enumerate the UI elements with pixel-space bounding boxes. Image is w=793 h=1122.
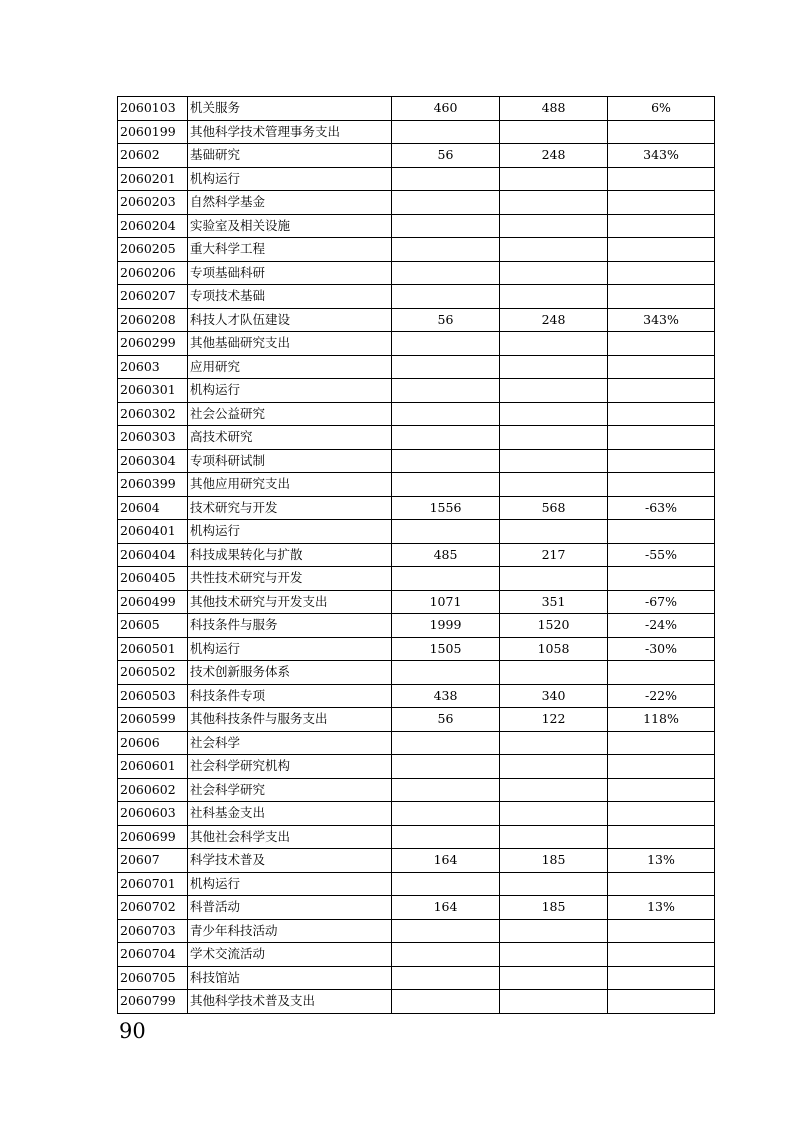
value-2-cell — [500, 402, 608, 426]
value-1-cell: 1999 — [392, 614, 500, 638]
item-name-cell: 基础研究 — [188, 144, 392, 168]
item-code-cell: 2060399 — [118, 473, 188, 497]
item-code-cell: 2060502 — [118, 661, 188, 685]
change-percent-cell — [608, 332, 715, 356]
item-name-cell: 科技条件与服务 — [188, 614, 392, 638]
change-percent-cell — [608, 755, 715, 779]
change-percent-cell: 118% — [608, 708, 715, 732]
item-code-cell: 2060503 — [118, 684, 188, 708]
table-row — [118, 966, 715, 990]
table-row — [118, 144, 715, 168]
table-row — [118, 261, 715, 285]
item-code-cell: 2060599 — [118, 708, 188, 732]
value-2-cell — [500, 238, 608, 262]
item-name-cell: 高技术研究 — [188, 426, 392, 450]
change-percent-cell — [608, 355, 715, 379]
value-2-cell: 248 — [500, 308, 608, 332]
change-percent-cell — [608, 872, 715, 896]
value-2-cell — [500, 379, 608, 403]
table-row — [118, 426, 715, 450]
value-2-cell: 122 — [500, 708, 608, 732]
value-1-cell: 56 — [392, 708, 500, 732]
change-percent-cell — [608, 238, 715, 262]
value-1-cell: 485 — [392, 543, 500, 567]
change-percent-cell: 6% — [608, 97, 715, 121]
table-row — [118, 849, 715, 873]
value-1-cell — [392, 778, 500, 802]
change-percent-cell — [608, 731, 715, 755]
item-name-cell: 社科基金支出 — [188, 802, 392, 826]
value-1-cell — [392, 755, 500, 779]
value-1-cell — [392, 872, 500, 896]
item-name-cell: 其他应用研究支出 — [188, 473, 392, 497]
item-name-cell: 社会科学 — [188, 731, 392, 755]
table-row — [118, 379, 715, 403]
item-code-cell: 2060207 — [118, 285, 188, 309]
value-1-cell — [392, 473, 500, 497]
item-code-cell: 2060204 — [118, 214, 188, 238]
item-name-cell: 其他科学技术管理事务支出 — [188, 120, 392, 144]
item-code-cell: 20602 — [118, 144, 188, 168]
value-1-cell — [392, 402, 500, 426]
item-code-cell: 20607 — [118, 849, 188, 873]
value-2-cell — [500, 167, 608, 191]
value-1-cell — [392, 379, 500, 403]
table-row — [118, 943, 715, 967]
value-2-cell — [500, 191, 608, 215]
value-1-cell — [392, 802, 500, 826]
value-2-cell — [500, 825, 608, 849]
change-percent-cell: 343% — [608, 144, 715, 168]
value-1-cell — [392, 731, 500, 755]
item-code-cell: 2060799 — [118, 990, 188, 1014]
change-percent-cell — [608, 379, 715, 403]
table-row — [118, 285, 715, 309]
value-1-cell — [392, 966, 500, 990]
table-row — [118, 778, 715, 802]
item-code-cell: 2060699 — [118, 825, 188, 849]
table-row — [118, 97, 715, 121]
item-code-cell: 2060304 — [118, 449, 188, 473]
value-2-cell: 1058 — [500, 637, 608, 661]
table-row — [118, 825, 715, 849]
item-code-cell: 2060704 — [118, 943, 188, 967]
change-percent-cell — [608, 825, 715, 849]
item-code-cell: 2060199 — [118, 120, 188, 144]
item-name-cell: 机构运行 — [188, 379, 392, 403]
value-1-cell: 1071 — [392, 590, 500, 614]
value-2-cell: 1520 — [500, 614, 608, 638]
item-code-cell: 2060302 — [118, 402, 188, 426]
value-2-cell — [500, 449, 608, 473]
value-1-cell — [392, 943, 500, 967]
item-name-cell: 技术研究与开发 — [188, 496, 392, 520]
table-row — [118, 684, 715, 708]
item-code-cell: 2060705 — [118, 966, 188, 990]
item-name-cell: 科普活动 — [188, 896, 392, 920]
change-percent-cell: -24% — [608, 614, 715, 638]
item-name-cell: 其他科技条件与服务支出 — [188, 708, 392, 732]
item-code-cell: 2060703 — [118, 919, 188, 943]
item-name-cell: 社会科学研究 — [188, 778, 392, 802]
value-1-cell: 1556 — [392, 496, 500, 520]
table-row — [118, 802, 715, 826]
item-name-cell: 学术交流活动 — [188, 943, 392, 967]
value-2-cell — [500, 355, 608, 379]
item-name-cell: 专项技术基础 — [188, 285, 392, 309]
change-percent-cell — [608, 919, 715, 943]
table-row — [118, 614, 715, 638]
change-percent-cell — [608, 778, 715, 802]
value-1-cell — [392, 426, 500, 450]
value-2-cell: 351 — [500, 590, 608, 614]
change-percent-cell: 13% — [608, 896, 715, 920]
change-percent-cell: -30% — [608, 637, 715, 661]
value-1-cell — [392, 238, 500, 262]
value-1-cell: 438 — [392, 684, 500, 708]
table-row — [118, 191, 715, 215]
value-1-cell — [392, 919, 500, 943]
table-row — [118, 637, 715, 661]
value-2-cell — [500, 966, 608, 990]
value-2-cell — [500, 520, 608, 544]
page-number: 90 — [119, 1019, 146, 1043]
item-code-cell: 2060702 — [118, 896, 188, 920]
item-code-cell: 2060303 — [118, 426, 188, 450]
table-row — [118, 731, 715, 755]
item-code-cell: 20604 — [118, 496, 188, 520]
item-name-cell: 共性技术研究与开发 — [188, 567, 392, 591]
item-name-cell: 社会公益研究 — [188, 402, 392, 426]
table-row — [118, 990, 715, 1014]
change-percent-cell — [608, 449, 715, 473]
item-code-cell: 2060501 — [118, 637, 188, 661]
change-percent-cell — [608, 120, 715, 144]
item-code-cell: 2060203 — [118, 191, 188, 215]
value-2-cell — [500, 332, 608, 356]
value-1-cell — [392, 285, 500, 309]
value-2-cell: 185 — [500, 849, 608, 873]
value-1-cell: 164 — [392, 896, 500, 920]
item-code-cell: 2060206 — [118, 261, 188, 285]
item-code-cell: 2060601 — [118, 755, 188, 779]
item-code-cell: 2060404 — [118, 543, 188, 567]
value-1-cell — [392, 567, 500, 591]
table-row — [118, 214, 715, 238]
value-2-cell — [500, 943, 608, 967]
value-2-cell — [500, 285, 608, 309]
value-2-cell: 248 — [500, 144, 608, 168]
value-1-cell: 56 — [392, 144, 500, 168]
item-name-cell: 机构运行 — [188, 872, 392, 896]
value-2-cell: 217 — [500, 543, 608, 567]
change-percent-cell — [608, 261, 715, 285]
value-1-cell — [392, 261, 500, 285]
item-name-cell: 专项科研试制 — [188, 449, 392, 473]
change-percent-cell — [608, 520, 715, 544]
table-row — [118, 120, 715, 144]
table-row — [118, 473, 715, 497]
change-percent-cell — [608, 990, 715, 1014]
value-1-cell: 460 — [392, 97, 500, 121]
change-percent-cell: -63% — [608, 496, 715, 520]
item-name-cell: 其他科学技术普及支出 — [188, 990, 392, 1014]
item-name-cell: 科技条件专项 — [188, 684, 392, 708]
item-name-cell: 机关服务 — [188, 97, 392, 121]
value-2-cell: 185 — [500, 896, 608, 920]
value-2-cell — [500, 919, 608, 943]
value-1-cell — [392, 825, 500, 849]
value-1-cell: 1505 — [392, 637, 500, 661]
item-code-cell: 2060103 — [118, 97, 188, 121]
value-1-cell: 56 — [392, 308, 500, 332]
change-percent-cell — [608, 802, 715, 826]
item-code-cell: 2060299 — [118, 332, 188, 356]
item-name-cell: 其他社会科学支出 — [188, 825, 392, 849]
table-row — [118, 661, 715, 685]
change-percent-cell — [608, 214, 715, 238]
table-row — [118, 919, 715, 943]
value-1-cell — [392, 990, 500, 1014]
item-name-cell: 自然科学基金 — [188, 191, 392, 215]
budget-table-body — [118, 97, 715, 1014]
table-row — [118, 543, 715, 567]
change-percent-cell — [608, 191, 715, 215]
value-2-cell: 568 — [500, 496, 608, 520]
value-1-cell — [392, 355, 500, 379]
table-row — [118, 567, 715, 591]
table-row — [118, 355, 715, 379]
table-row — [118, 449, 715, 473]
item-name-cell: 机构运行 — [188, 637, 392, 661]
value-2-cell — [500, 778, 608, 802]
change-percent-cell — [608, 473, 715, 497]
table-row — [118, 332, 715, 356]
item-code-cell: 2060201 — [118, 167, 188, 191]
value-2-cell — [500, 120, 608, 144]
change-percent-cell — [608, 661, 715, 685]
table-row — [118, 590, 715, 614]
value-1-cell — [392, 120, 500, 144]
item-code-cell: 2060405 — [118, 567, 188, 591]
change-percent-cell — [608, 402, 715, 426]
value-1-cell — [392, 167, 500, 191]
table-row — [118, 496, 715, 520]
item-code-cell: 2060401 — [118, 520, 188, 544]
value-1-cell — [392, 520, 500, 544]
value-2-cell: 340 — [500, 684, 608, 708]
value-2-cell: 488 — [500, 97, 608, 121]
value-2-cell — [500, 426, 608, 450]
change-percent-cell: -22% — [608, 684, 715, 708]
table-row — [118, 308, 715, 332]
change-percent-cell — [608, 285, 715, 309]
item-code-cell: 2060208 — [118, 308, 188, 332]
item-code-cell: 20603 — [118, 355, 188, 379]
value-2-cell — [500, 661, 608, 685]
value-1-cell: 164 — [392, 849, 500, 873]
value-2-cell — [500, 755, 608, 779]
change-percent-cell — [608, 426, 715, 450]
value-2-cell — [500, 731, 608, 755]
change-percent-cell: 13% — [608, 849, 715, 873]
table-row — [118, 872, 715, 896]
value-2-cell — [500, 802, 608, 826]
value-2-cell — [500, 214, 608, 238]
item-code-cell: 2060701 — [118, 872, 188, 896]
table-row — [118, 708, 715, 732]
change-percent-cell — [608, 567, 715, 591]
item-name-cell: 社会科学研究机构 — [188, 755, 392, 779]
change-percent-cell: 343% — [608, 308, 715, 332]
table-row — [118, 896, 715, 920]
item-name-cell: 专项基础科研 — [188, 261, 392, 285]
item-code-cell: 2060499 — [118, 590, 188, 614]
item-code-cell: 2060602 — [118, 778, 188, 802]
value-1-cell — [392, 332, 500, 356]
item-name-cell: 实验室及相关设施 — [188, 214, 392, 238]
item-code-cell: 2060205 — [118, 238, 188, 262]
item-name-cell: 青少年科技活动 — [188, 919, 392, 943]
value-2-cell — [500, 872, 608, 896]
change-percent-cell — [608, 966, 715, 990]
item-name-cell: 机构运行 — [188, 167, 392, 191]
value-2-cell — [500, 261, 608, 285]
budget-table — [117, 96, 715, 1014]
value-1-cell — [392, 214, 500, 238]
item-name-cell: 重大科学工程 — [188, 238, 392, 262]
table-row — [118, 238, 715, 262]
table-row — [118, 755, 715, 779]
change-percent-cell — [608, 943, 715, 967]
table-row — [118, 167, 715, 191]
value-1-cell — [392, 661, 500, 685]
table-row — [118, 520, 715, 544]
value-1-cell — [392, 191, 500, 215]
value-2-cell — [500, 473, 608, 497]
value-2-cell — [500, 990, 608, 1014]
item-name-cell: 机构运行 — [188, 520, 392, 544]
item-name-cell: 科技人才队伍建设 — [188, 308, 392, 332]
item-code-cell: 2060301 — [118, 379, 188, 403]
item-name-cell: 其他基础研究支出 — [188, 332, 392, 356]
item-code-cell: 2060603 — [118, 802, 188, 826]
item-name-cell: 技术创新服务体系 — [188, 661, 392, 685]
change-percent-cell: -67% — [608, 590, 715, 614]
item-name-cell: 科技馆站 — [188, 966, 392, 990]
item-name-cell: 其他技术研究与开发支出 — [188, 590, 392, 614]
item-code-cell: 20606 — [118, 731, 188, 755]
item-name-cell: 科技成果转化与扩散 — [188, 543, 392, 567]
item-code-cell: 20605 — [118, 614, 188, 638]
change-percent-cell — [608, 167, 715, 191]
value-2-cell — [500, 567, 608, 591]
change-percent-cell: -55% — [608, 543, 715, 567]
table-row — [118, 402, 715, 426]
item-name-cell: 科学技术普及 — [188, 849, 392, 873]
item-name-cell: 应用研究 — [188, 355, 392, 379]
value-1-cell — [392, 449, 500, 473]
